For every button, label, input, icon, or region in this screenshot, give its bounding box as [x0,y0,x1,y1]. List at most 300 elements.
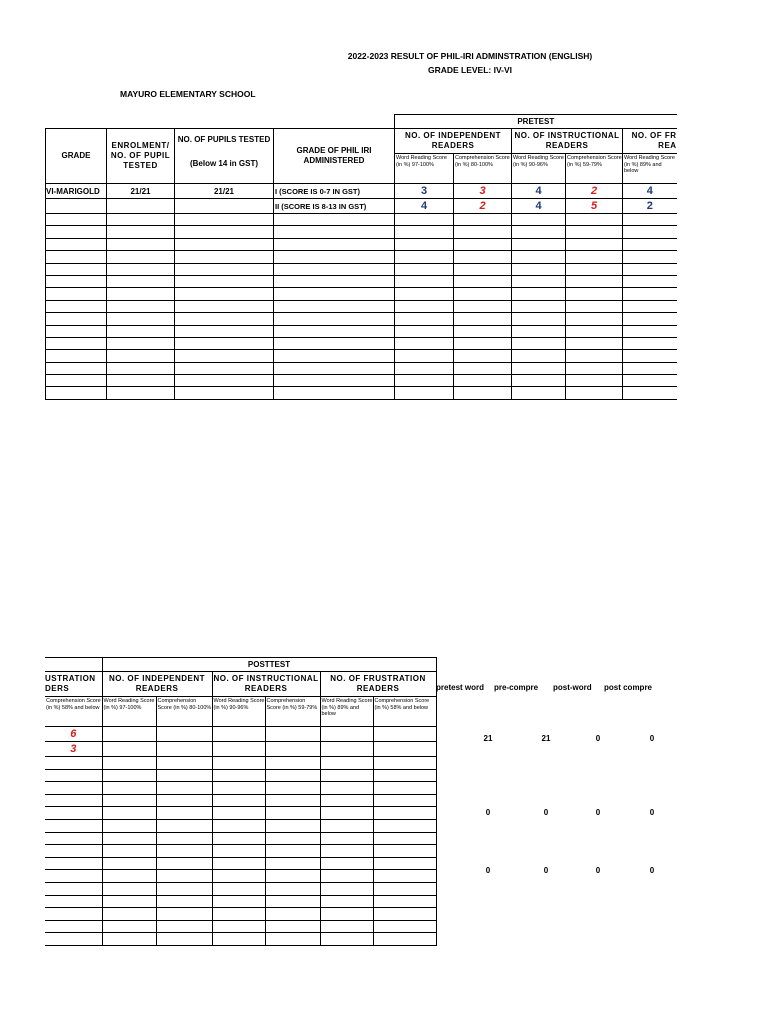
empty-cell [107,251,175,263]
empty-cell [107,362,175,374]
post-frustration-header: NO. OF FRUSTRATION READERS [320,672,436,697]
empty-cell [102,794,156,807]
enrolment-header: ENROLMENT/ NO. OF PUPIL TESTED [107,129,175,184]
empty-cell [274,300,395,312]
post-ind-word-subheader: Word Reading Score (in %) 97-100% [102,697,156,727]
empty-cell [274,226,395,238]
empty-cell [102,819,156,832]
post-instructional-header: NO. OF INSTRUCTIONAL READERS [212,672,320,697]
empty-cell [274,288,395,300]
empty-cell [623,226,677,238]
ind-word-subheader: Word Reading Score (in %) 97-100% [395,154,454,184]
value-cell: 6 [45,727,102,742]
empty-cell [274,375,395,387]
empty-cell [512,275,566,287]
empty-cell [156,845,212,858]
empty-cell [45,769,102,782]
empty-cell [320,794,373,807]
empty-cell [212,895,265,908]
totals-value: 21 [541,734,551,743]
empty-cell [156,782,212,795]
empty-cell [373,807,436,820]
empty-cell [107,325,175,337]
empty-cell [45,782,102,795]
pretest-group-label: PRETEST [395,115,677,129]
empty-cell [454,288,512,300]
empty-cell [274,263,395,275]
empty-cell [265,845,320,858]
frustration-readers-header [623,129,677,154]
empty-cell [45,845,102,858]
empty-cell [212,882,265,895]
table-row [46,288,677,300]
empty-cell [395,263,454,275]
empty-cell [212,920,265,933]
empty-cell [175,263,274,275]
empty-cell [566,325,623,337]
empty-cell [395,214,454,226]
empty-cell [107,226,175,238]
empty-cell [454,325,512,337]
empty-cell [45,870,102,883]
empty-cell [265,895,320,908]
empty-cell [395,350,454,362]
empty-cell [156,895,212,908]
empty-cell [373,895,436,908]
empty-cell [566,362,623,374]
totals-value: 0 [595,808,601,817]
empty-cell [46,275,107,287]
empty-cell [395,288,454,300]
totals-value: 0 [649,866,655,875]
empty-cell [566,214,623,226]
table-row [46,238,677,250]
value-cell: 4 [512,184,566,199]
empty-cell [320,895,373,908]
empty-cell [212,769,265,782]
empty-cell [175,226,274,238]
posttest-group-label: POSTTEST [102,658,436,672]
empty-cell [46,263,107,275]
empty-cell [102,807,156,820]
empty-cell [274,313,395,325]
totals-value: 0 [543,808,549,817]
empty-cell [623,375,677,387]
post-fru-comp2-subheader: Comprehension Score (in %) 58% and below [373,697,436,727]
table-row [46,313,677,325]
empty-cell [320,845,373,858]
table-row [45,857,436,870]
empty-cell [175,337,274,349]
empty-cell [156,794,212,807]
empty-cell [46,226,107,238]
empty-cell [175,214,274,226]
empty-cell [566,350,623,362]
empty-cell [102,832,156,845]
empty-cell [156,757,212,770]
empty-cell [212,794,265,807]
empty-cell [102,920,156,933]
empty-cell [156,819,212,832]
empty-cell [566,313,623,325]
empty-cell [265,832,320,845]
ind-comp-subheader: Comprehension Score (in %) 80-100% [454,154,512,184]
empty-cell [623,288,677,300]
table-row [46,350,677,362]
empty-cell [274,275,395,287]
table-row [45,819,436,832]
frustration-header-line2: REA [658,141,677,150]
table-row [46,263,677,275]
table-row [46,387,677,399]
empty-cell [512,288,566,300]
empty-cell [395,362,454,374]
empty-cell [274,362,395,374]
empty-cell [46,238,107,250]
empty-cell [512,350,566,362]
empty-cell [566,275,623,287]
empty-cell [373,794,436,807]
empty-cell [107,337,175,349]
table-row [45,845,436,858]
empty-cell [395,238,454,250]
empty-cell [566,288,623,300]
empty-cell [156,857,212,870]
empty-cell [454,238,512,250]
empty-cell [320,920,373,933]
frustration-tail-line1: USTRATION [45,674,96,683]
empty-cell [45,807,102,820]
empty-cell [512,238,566,250]
empty-cell [175,288,274,300]
empty-cell [274,325,395,337]
table-row [45,870,436,883]
empty-cell [274,387,395,399]
grade-level: GRADE LEVEL: IV-VI [427,65,513,75]
empty-cell [175,325,274,337]
empty-cell [107,300,175,312]
empty-cell [102,757,156,770]
post-independent-header: NO. OF INDEPENDENT READERS [102,672,212,697]
empty-cell [107,263,175,275]
empty-cell [373,882,436,895]
value-cell: 4 [512,199,566,214]
empty-cell [320,819,373,832]
value-cell: 3 [45,742,102,757]
empty-cell [566,251,623,263]
empty-cell [566,300,623,312]
empty-cell [46,288,107,300]
value-cell: 3 [454,184,512,199]
grade-phil-iri-header: GRADE OF PHIL IRI ADMINISTERED [274,129,395,184]
empty-cell [212,819,265,832]
empty-cell [512,300,566,312]
empty-cell [175,251,274,263]
table-row [45,727,436,742]
empty-cell [512,226,566,238]
empty-cell [265,782,320,795]
post-ins-comp-subheader: Comprehension Score (in %) 59-79% [265,697,320,727]
empty-cell [623,313,677,325]
empty-cell [265,757,320,770]
empty-cell [265,908,320,921]
empty-cell [395,375,454,387]
totals-value: 0 [485,808,491,817]
empty-cell [623,214,677,226]
empty-cell [212,807,265,820]
frustration-tail-header [45,672,102,697]
grade-cell: VI-MARIGOLD [46,184,107,199]
empty-cell [102,857,156,870]
table-row [45,757,436,770]
empty-cell [373,782,436,795]
totals-value: 0 [485,866,491,875]
totals-value: 0 [595,734,601,743]
empty-cell [454,387,512,399]
empty-cell [46,325,107,337]
empty-cell [265,794,320,807]
empty-cell [156,832,212,845]
empty-cell [175,238,274,250]
empty-cell [274,350,395,362]
empty-cell [320,933,373,946]
empty-cell [373,757,436,770]
empty-cell [102,870,156,883]
table-row [46,184,677,199]
empty-cell [212,908,265,921]
empty-cell [265,819,320,832]
empty-cell [512,214,566,226]
empty-cell [566,263,623,275]
empty-cell [102,908,156,921]
empty-cell [454,226,512,238]
level-cell: II (SCORE IS 8-13 IN GST) [274,199,395,214]
empty-cell [212,857,265,870]
table-row [46,199,677,214]
instructional-readers-header: NO. OF INSTRUCTIONAL READERS [512,129,623,154]
empty-cell [46,387,107,399]
empty-cell [623,387,677,399]
empty-cell [107,387,175,399]
post-ind-comp-subheader: Comprehension Score (in %) 80-100% [156,697,212,727]
empty-cell [320,782,373,795]
empty-cell [46,214,107,226]
empty-cell [212,782,265,795]
empty-cell [512,325,566,337]
empty-cell [623,263,677,275]
empty-cell [623,275,677,287]
totals-header-pre-compre: pre-compre [494,683,539,692]
empty-cell [395,387,454,399]
empty-cell [156,870,212,883]
empty-cell [454,362,512,374]
pupils-tested-note: (Below 14 in GST) [189,159,258,168]
table-row [46,300,677,312]
empty-cell [45,920,102,933]
empty-cell [373,920,436,933]
empty-cell [46,362,107,374]
enrolment-cell: 21/21 [107,184,175,199]
empty-cell [45,933,102,946]
value-cell: 4 [395,199,454,214]
value-cell: 2 [623,199,677,214]
empty-cell [320,870,373,883]
empty-cell [175,275,274,287]
pupils-tested-label: NO. OF PUPILS TESTED [177,135,271,144]
empty-cell [156,933,212,946]
empty-cell [395,337,454,349]
empty-cell [373,819,436,832]
empty-cell [175,375,274,387]
empty-cell [373,845,436,858]
table-row [45,882,436,895]
table-row [45,933,436,946]
totals-header-post-word: post-word [553,683,592,692]
empty-cell [512,387,566,399]
ins-word-subheader: Word Reading Score (in %) 90-96% [512,154,566,184]
empty-cell [373,933,436,946]
empty-cell [320,908,373,921]
empty-cell [265,920,320,933]
empty-cell [623,362,677,374]
empty-cell [102,845,156,858]
empty-cell [395,325,454,337]
empty-cell [46,313,107,325]
post-fru-comp-subheader: Comprehension Score (in %) 58% and below [45,697,102,727]
frustration-header-line1: NO. OF FR [631,131,677,140]
posttest-table [45,657,437,946]
empty-cell [45,819,102,832]
empty-cell [107,238,175,250]
table-row [45,807,436,820]
empty-cell [175,362,274,374]
empty-cell [454,313,512,325]
empty-cell [46,300,107,312]
table-row [46,375,677,387]
empty-cell [512,263,566,275]
empty-cell [274,238,395,250]
empty-cell [175,300,274,312]
value-cell: 2 [454,199,512,214]
empty-cell [395,275,454,287]
totals-value: 0 [595,866,601,875]
table-row [46,275,677,287]
table-row [46,362,677,374]
empty-cell [212,933,265,946]
empty-cell [320,807,373,820]
empty-cell [623,251,677,263]
empty-cell [373,908,436,921]
empty-cell [454,350,512,362]
empty-cell [45,832,102,845]
empty-cell [265,933,320,946]
empty-cell [512,337,566,349]
empty-cell [265,882,320,895]
empty-cell [454,300,512,312]
empty-cell [373,832,436,845]
empty-cell [102,882,156,895]
totals-value: 21 [483,734,493,743]
empty-cell [45,757,102,770]
table-row [45,832,436,845]
empty-cell [566,337,623,349]
table-row [46,214,677,226]
empty-cell [102,769,156,782]
empty-cell [320,857,373,870]
empty-cell [156,882,212,895]
totals-header-pretest-word: pretest word [436,683,485,692]
table-row [45,920,436,933]
empty-cell [566,387,623,399]
post-fru-word-subheader: Word Reading Score (in %) 89% and below [320,697,373,727]
value-cell: 3 [395,184,454,199]
table-row [45,742,436,757]
school-name: MAYURO ELEMENTARY SCHOOL [120,89,256,99]
empty-cell [107,313,175,325]
totals-value: 0 [543,866,549,875]
empty-cell [566,238,623,250]
empty-cell [156,769,212,782]
empty-cell [212,870,265,883]
empty-cell [45,895,102,908]
empty-cell [107,375,175,387]
ins-comp-subheader: Comprehension Score (in %) 59-79% [566,154,623,184]
empty-cell [45,908,102,921]
empty-cell [623,238,677,250]
empty-cell [274,251,395,263]
frustration-tail-line2: DERS [45,684,70,693]
empty-cell [454,375,512,387]
empty-cell [274,214,395,226]
empty-cell [454,263,512,275]
empty-cell [320,882,373,895]
fru-word-subheader: Word Reading Score (in %) 89% and below [623,154,677,184]
empty-cell [45,882,102,895]
empty-cell [274,337,395,349]
independent-readers-header: NO. OF INDEPENDENT READERS [395,129,512,154]
empty-cell [175,313,274,325]
table-row [46,337,677,349]
empty-cell [320,832,373,845]
empty-cell [395,300,454,312]
grade-header: GRADE [46,129,107,184]
empty-cell [623,325,677,337]
table-row [46,251,677,263]
empty-cell [102,895,156,908]
report-title: 2022-2023 RESULT OF PHIL-IRI ADMINSTRATION (ENGLISH) [347,51,593,61]
empty-cell [46,251,107,263]
empty-cell [156,807,212,820]
empty-cell [265,857,320,870]
empty-cell [107,214,175,226]
empty-cell [454,337,512,349]
empty-cell [156,920,212,933]
empty-cell [623,300,677,312]
table-row [45,769,436,782]
value-cell: 4 [623,184,677,199]
empty-cell [265,870,320,883]
empty-cell [156,908,212,921]
table-row [46,325,677,337]
empty-cell [212,757,265,770]
empty-cell [512,362,566,374]
table-row [45,908,436,921]
table-row [46,226,677,238]
empty-cell [175,387,274,399]
empty-cell [373,870,436,883]
empty-cell [454,251,512,263]
empty-cell [512,251,566,263]
